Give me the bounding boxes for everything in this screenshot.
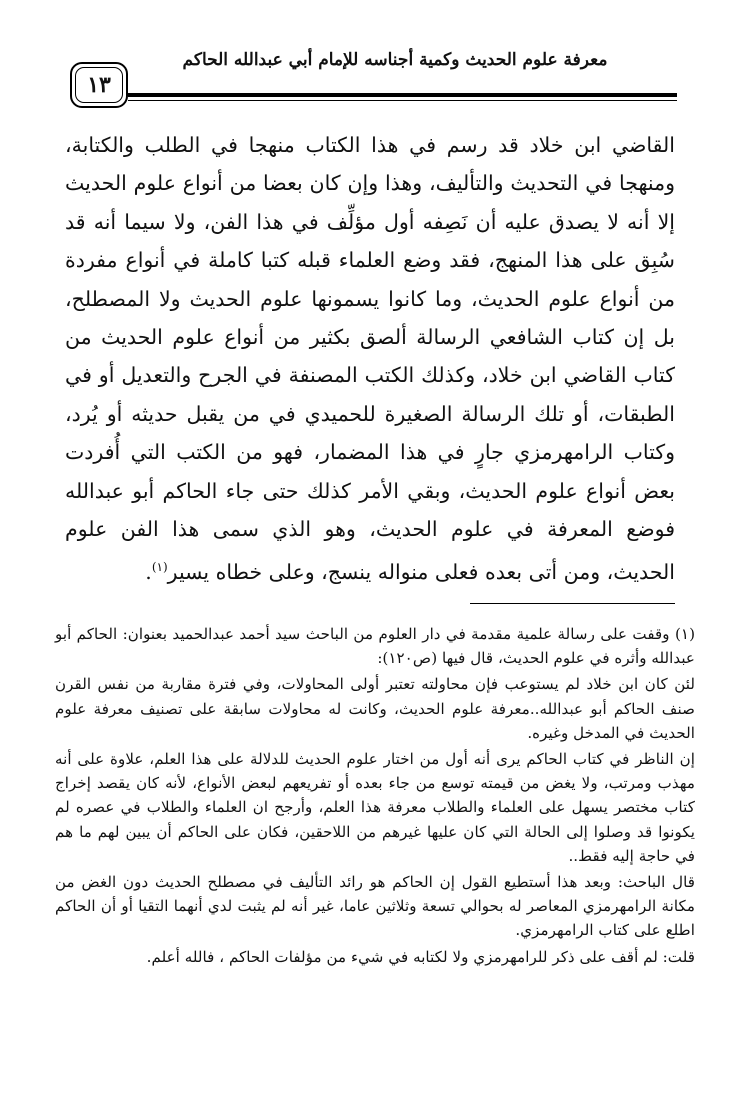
page-number-frame xyxy=(70,62,128,108)
footnote-quote-2: إن الناظر في كتاب الحاكم يرى أنه أول من اختار علوم الحديث للدلالة على هذا العلم، علاوة على أنه مهذب ومرتب، ولا يغض من قيمته توسع من جاء بعده أو تفريعهم لبعض الأنواع، لأنه كان يقصد إخراج كتاب مختصر يسهل على العلماء والطلاب معرفة هذا العلم، وأرجح ان العلماء والطلاب في عصره لم يكونوا قد وصلوا إلى الحالة التي كان عليها غيرهم من اللاحقين، فكان على الحاكم أن يبين لهم ما هم في حاجة إليه فقط.. xyxy=(55,750,695,865)
header-rule-thick xyxy=(128,93,677,97)
footnote-separator xyxy=(470,603,675,604)
footnote-researcher-note: قال الباحث: وبعد هذا أستطيع القول إن الحاكم هو رائد التأليف في مصطلح الحديث دون الغض من مكانة الرامهرمزي المعاصر له بحوالي تسعة وثلاثين عاما، غير أنه لم يثبت لدي أنهما التقيا أو أن الحاكم اطلع على كتاب الرامهرمزي. xyxy=(55,873,695,940)
running-header-title: معرفة علوم الحديث وكمية أجناسه للإمام أبي عبدالله الحاكم xyxy=(182,50,608,70)
footnote-quote-1: لئن كان ابن خلاد لم يستوعب فإن محاولته تعتبر أولى المحاولات، وفي فترة مقاربة من نفس القرن صنف الحاكم أبو عبدالله..معرفة علوم الحديث، وكانت له محاولات سابقة على تصنيف معرفة علوم الحديث في المدخل وغيره. xyxy=(55,675,695,742)
page-number: ١٣ xyxy=(75,67,123,103)
main-text xyxy=(65,126,675,592)
footnotes xyxy=(55,622,695,971)
footnote-1: (١) وقفت على رسالة علمية مقدمة في دار العلوم من الباحث سيد أحمد عبدالحميد بعنوان: الحاكم أبو عبدالله وأثره في علوم الحديث، قال فيها (ص١٢٠): xyxy=(55,625,695,668)
paragraph-end: . xyxy=(145,560,152,585)
footnote-reference: (١) xyxy=(151,560,168,575)
paragraph-text: القاضي ابن خلاد قد رسم في هذا الكتاب منهجا في الطلب والكتابة، ومنهجا في التحديث والتأليف، وهذا وإن كان بعضا من أنواع علوم الحديث إلا أنه لا يصدق عليه أن نَصِفه أول مؤلِّف في هذا الفن، ولا سيما أنه قد سُبِق على هذا المنهج، فقد وضع العلماء قبله كتبا كاملة في أنواع مفردة من أنواع علوم الحديث، وما كانوا يسمونها علوم الحديث ولا المصطلح، بل إن كتاب الشافعي الرسالة ألصق بكثير من أنواع علوم الحديث من كتاب القاضي ابن خلاد، وكذلك الكتب المصنفة في الجرح والتعديل أو في الطبقات، أو تلك الرسالة الصغيرة للحميدي في من يقبل حديثه أو يُرد، وكتاب الرامهرمزي جارٍ في هذا المضمار، فهو من الكتب التي أُفردت بعض أنواع علوم الحديث، وبقي الأمر كذلك حتى جاء الحاكم أبو عبدالله فوضع المعرفة في علوم الحديث، وهو الذي سمى هذا الفن علوم الحديث، ومن أتى بعده فعلى منواله ينسج، وعلى خطاه يسير xyxy=(65,133,675,585)
footnote-author-note: قلت: لم أقف على ذكر للرامهرمزي ولا لكتابه في شيء من مؤلفات الحاكم ، فالله أعلم. xyxy=(146,947,695,966)
main-paragraph xyxy=(65,126,675,592)
header-rule-thin xyxy=(128,100,677,101)
